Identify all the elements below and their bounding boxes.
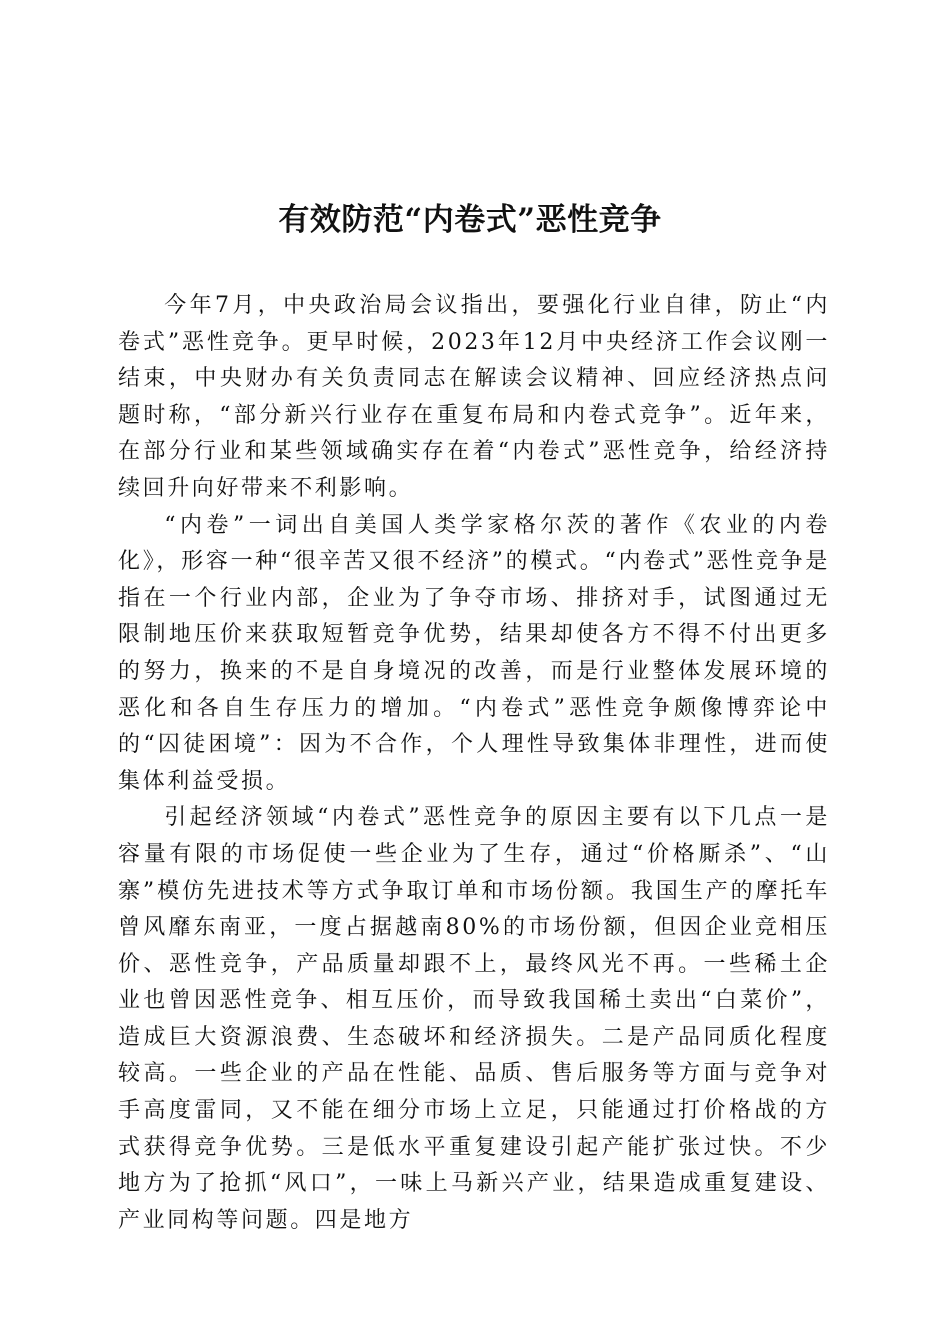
paragraph: “内卷”一词出自美国人类学家格尔茨的著作《农业的内卷化》，形容一种“很辛苦又很不经济”的模式。“内卷式”恶性竞争是指在一个行业内部，企业为了争夺市场、排挤对手，试图通过无限制地压价来获取短暂竞争优势，结果却使各方不得不付出更多的努力，换来的不是自身境况的改善，而是行业整体发展环境的恶化和各自生存压力的增加。“内卷式”恶性竞争颇像博弈论中的“囚徒困境”：因为不合作，个人理性导致集体非理性，进而使集体利益受损。	[118, 512, 830, 794]
paragraph: 今年7月，中央政治局会议指出，要强化行业自律，防止“内卷式”恶性竞争。更早时候，2023年12月中央经济工作会议刚一结束，中央财办有关负责同志在解读会议精神、回应经济热点问题时称，“部分新兴行业存在重复布局和内卷式竞争”。近年来，在部分行业和某些领域确实存在着“内卷式”恶性竞争，给经济持续回升向好带来不利影响。	[118, 293, 830, 501]
document-title: 有效防范“内卷式”恶性竞争	[278, 202, 662, 238]
paragraph: 引起经济领域“内卷式”恶性竞争的原因主要有以下几点一是容量有限的市场促使一些企业为了生存，通过“价格厮杀”、“山寨”模仿先进技术等方式争取订单和市场份额。我国生产的摩托车曾风靡东南亚，一度占据越南80%的市场份额，但因企业竞相压价、恶性竞争，产品质量却跟不上，最终风光不再。一些稀土企业也曾因恶性竞争、相互压价，而导致我国稀土卖出“白菜价”，造成巨大资源浪费、生态破坏和经济损失。二是产品同质化程度较高。一些企业的产品在性能、品质、售后服务等方面与竞争对手高度雷同，又不能在细分市场上立足，只能通过打价格战的方式获得竞争优势。三是低水平重复建设引起产能扩张过快。不少地方为了抢抓“风口”，一味上马新兴产业，结果造成重复建设、产业同构等问题。四是地方	[118, 805, 830, 1233]
document-body	[118, 288, 830, 1239]
